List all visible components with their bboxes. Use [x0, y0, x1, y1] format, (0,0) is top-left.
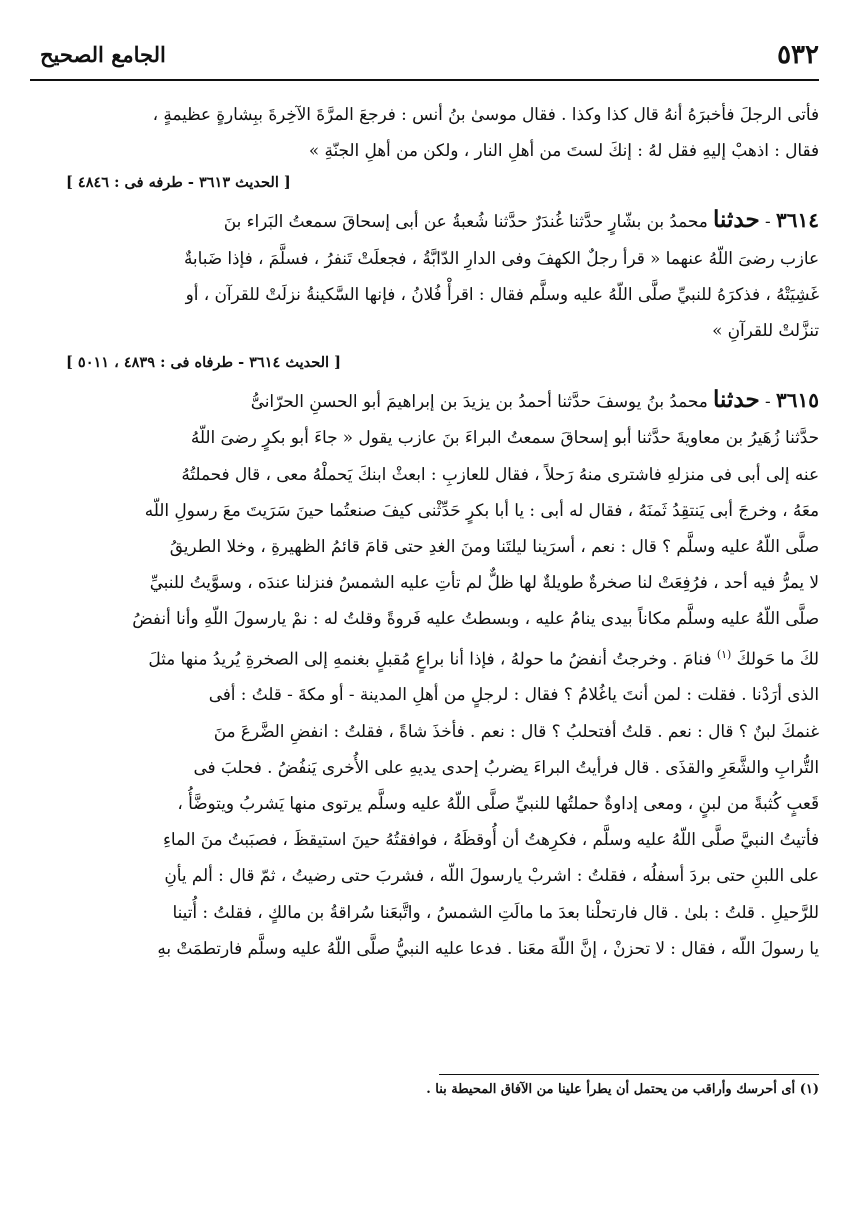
- text-line: عازب رضىَ اللّهُ عنهما « قرأ رجلٌ الكهفَ وفى الدارِ الدّابَّةُ ، فجعلَتْ تَنفرُ ، فسلَّمَ ، فإذا ضَبابةٌ: [183, 247, 819, 268]
- text-line: فأتيتُ النبيَّ صلَّى اللّهُ عليه وسلَّم ، فكرِهتُ أن أُوقظَهُ ، فوافقتُهُ حينَ استيقظَ ، فصبَبتُ منَ الماءِ: [162, 829, 819, 850]
- hadith-reference: [ الحديث ٣٦١٤ - طرفاه فى : ٤٨٣٩ ، ٥٠١١ ]: [66, 354, 341, 372]
- footnote-marker: (١): [716, 647, 732, 661]
- text-segment: لكَ ما حَولكَ: [736, 648, 819, 669]
- text-line: يا رسولَ اللّه ، فقال : لا تحزنْ ، إنَّ اللّهَ معَنا . فدعا عليه النبيُّ صلَّى اللّهُ عليه وسلَّم فارتطمَتْ بهِ: [157, 937, 819, 958]
- text-line: ٣٦١٥ - حدثنا محمدُ بنُ يوسفَ حدَّثنا أحمدُ بن يزيدَ بن إبراهيمَ أبو الحسنِ الحرّانىُّ: [250, 386, 819, 414]
- text-line: ٣٦١٤ - حدثنا محمدُ بن بشّارٍ حدَّثنا غُندَرٌ حدَّثنا شُعبةُ عن أبى إسحاقَ سمعتُ البَراء بنَ: [223, 206, 819, 234]
- hadith-reference: [ الحديث ٣٦١٣ - طرفه فى : ٤٨٤٦ ]: [66, 174, 291, 192]
- footnote-rule: [439, 1074, 819, 1075]
- main-text: [30, 96, 819, 966]
- hadith-number: ٣٦١٥: [776, 388, 819, 413]
- haddathana-word: حدثنا: [713, 206, 760, 234]
- text-segment: محمدُ بنُ يوسفَ حدَّثنا أحمدُ بن يزيدَ بن إبراهيمَ أبو الحسنِ الحرّانىُّ: [250, 391, 708, 412]
- text-line: فأتى الرجلَ فأخبرَهُ أنهُ قال كذا وكذا . فقال موسىٰ بنُ أنس : فرجعَ المرَّةَ الآخِرةَ ببِشارةٍ عظيمةٍ ،: [152, 104, 819, 124]
- text-line: على اللبنِ حتى بردَ أسفلُه ، فقلتُ : اشربْ يارسولَ اللّه ، فشربَ حتى رضيتُ ، ثمّ قال : ألم يأنِ: [164, 865, 819, 886]
- text-line: [30, 637, 819, 677]
- text-segment: فنامَ . وخرجتُ أنفضُ ما حولهُ ، فإذا أنا براعٍ مُقبلٍ بغنمهِ إلى الصخرةِ يُريدُ منها مثلَ: [148, 648, 712, 669]
- hadith-3615: [30, 382, 819, 966]
- text-line: قَعبٍ كُثبةً من لبنٍ ، ومعى إداوةٌ حملتُها للنبيِّ صلَّى اللّهُ عليه وسلَّم يرتوى منها يَشربُ ويتوضَّأُ ،: [177, 793, 819, 814]
- text-line: صلَّى اللّهُ عليه وسلَّم ؟ قال : نعم ، أسرَينا ليلتَنا ومنَ الغدِ حتى قامَ قائمُ الظهيرةِ ، وخلا الطريقُ: [169, 536, 819, 557]
- text-line: التُّرابِ والشَّعَرِ والقذَى . قال فرأيتُ البراءَ يضربُ إحدى يديهِ على الأُخرى يَنفُضُ . فحلبَ فى: [193, 756, 819, 777]
- haddathana-word: حدثنا: [713, 386, 760, 414]
- text-line: تنزَّلتْ للقرآنِ »: [712, 320, 819, 341]
- hadith-3614: [30, 202, 819, 348]
- header-rule: [30, 79, 819, 81]
- text-line: الذى أرَدْنا . فقلت : لمن أنتَ ياغُلامُ ؟ فقال : لرجلٍ من أهلِ المدينة - أو مكةَ - قلتُ : أفى: [208, 684, 819, 705]
- page-number: ٥٣٢: [777, 40, 819, 70]
- text-line: غنمكَ لبنٌ ؟ قال : نعم . قلتُ أفتحلبُ ؟ قال : نعم . فأخذَ شاةً ، فقلتُ : انفضِ الضَّرعَ منَ: [213, 720, 819, 741]
- text-line: عنه إلى أبى فى منزلهِ فاشترى منهُ رَحلاً ، فقال للعازبِ : ابعثْ ابنكَ يَحملْهُ معى ، قال فحملتُهُ: [181, 463, 819, 484]
- text-line: للرَّحيلِ . قلتُ : بلىٰ . قال فارتحلْنا بعدَ ما مالَتِ الشمسُ ، واتَّبعَنا سُراقةُ بن مالكٍ ، فقلتُ : أُتينا: [172, 901, 819, 922]
- prev-hadith-text: [30, 96, 819, 168]
- text-line: حدَّثنا زُهَيرُ بن معاويةَ حدَّثنا أبو إسحاقَ سمعتُ البراءَ بنَ عازب يقول « جاءَ أبو بكرٍ رضىَ اللّهُ: [190, 427, 819, 448]
- running-title: الجامع الصحيح: [40, 42, 166, 67]
- text-line: فقال : اذهبْ إليهِ فقل لهُ : إنكَ لستَ من أهلِ النار ، ولكن من أهلِ الجنّةِ »: [308, 140, 819, 161]
- text-line: غَشِيَتْهُ ، فذكرَهُ للنبيِّ صلَّى اللّهُ عليه وسلَّم فقال : اقرأْ فُلانُ ، فإنها السَّكينةُ نزلَتْ للقرآن ، أو: [185, 283, 819, 304]
- footnote: (١) أى أحرسك وأراقب من يحتمل أن يطرأ علينا من الآفاق المحيطة بنا .: [426, 1082, 819, 1097]
- text-line: لا يمرُّ فيه أحد ، فرُفِعَتْ لنا صخرةٌ طويلةٌ لها ظلٌّ لم تأتِ عليه الشمسُ فنزلنا عندَه ، وسوَّيتُ للنبيِّ: [149, 572, 819, 593]
- text-line: معَهُ ، وخرجَ أبى يَنتقِدُ ثَمنَهُ ، فقال له أبى : يا أبا بكرٍ حَدِّثْنى كيفَ صنعتُما حينَ سَرَيتَ معَ رسولِ اللّه: [144, 499, 819, 520]
- text-line: صلَّى اللّهُ عليه وسلَّم مكاناً بيدى ينامُ عليه ، وبسطتُ عليه فَروةً وقلتُ له : نمْ يارسولَ اللّهِ وأنا أنفضُ: [132, 608, 819, 629]
- text-segment: محمدُ بن بشّارٍ حدَّثنا غُندَرٌ حدَّثنا شُعبةُ عن أبى إسحاقَ سمعتُ البَراء بنَ: [223, 211, 708, 232]
- hadith-number: ٣٦١٤: [776, 208, 819, 233]
- page-header: [30, 38, 819, 78]
